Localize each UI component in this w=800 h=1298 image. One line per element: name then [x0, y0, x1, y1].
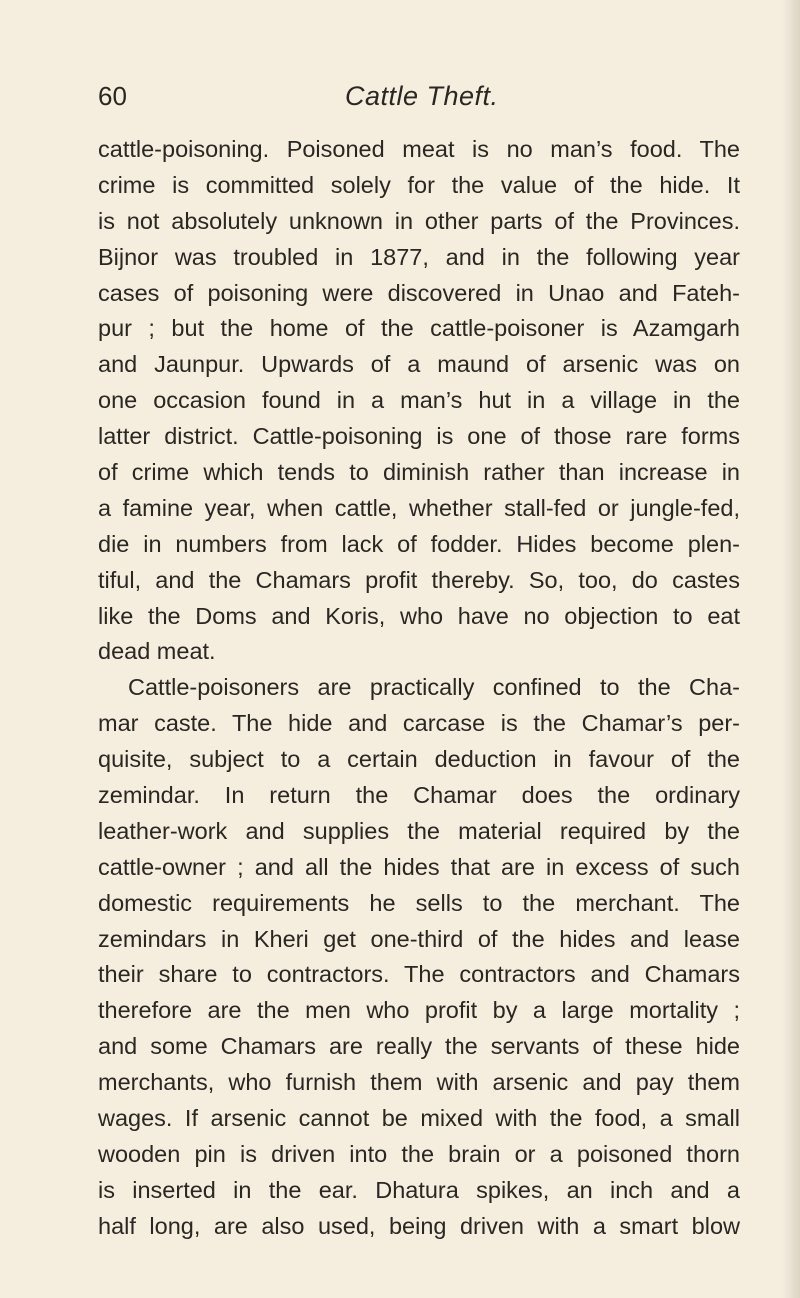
text-line: pur ; but the home of the cattle-poisoner is Azamgarh — [98, 315, 740, 342]
page-number: 60 — [98, 81, 127, 111]
text-line: cattle-poisoning. Poisoned meat is no man’s food. The — [98, 136, 740, 162]
text-line: is inserted in the ear. Dhatura spikes, an inch and a — [98, 1176, 740, 1203]
text-line: dead meat. — [98, 638, 216, 665]
text-line: zemindar. In return the Chamar does the ordinary — [98, 782, 740, 809]
text-line: one occasion found in a man’s hut in a village in the — [98, 387, 740, 414]
text-line: wages. If arsenic cannot be mixed with the food, a small — [98, 1105, 740, 1132]
text-line: of crime which tends to diminish rather than increase in — [98, 459, 740, 486]
text-line: crime is committed solely for the value of the hide. It — [98, 171, 740, 198]
text-line: like the Doms and Koris, who have no objection to eat — [98, 602, 740, 629]
text-line: their share to contractors. The contractors and Chamars — [98, 961, 740, 988]
text-line: wooden pin is driven into the brain or a poisoned thorn — [98, 1140, 740, 1167]
text-line: Cattle-poisoners are practically confined to the Cha- — [128, 674, 740, 701]
running-title: Cattle Theft. — [345, 81, 499, 111]
text-line: mar caste. The hide and carcase is the Chamar’s per- — [98, 710, 740, 737]
text-line: leather-work and supplies the material required by the — [98, 817, 740, 844]
text-line: a famine year, when cattle, whether stall-fed or jungle-fed, — [98, 494, 740, 521]
text-line: Bijnor was troubled in 1877, and in the following year — [98, 243, 740, 270]
text-line: therefore are the men who profit by a large mortality ; — [98, 997, 740, 1024]
running-head — [98, 76, 738, 116]
text-line: latter district. Cattle-poisoning is one of those rare forms — [98, 423, 740, 450]
text-line: domestic requirements he sells to the merchant. The — [98, 889, 740, 916]
text-line: quisite, subject to a certain deduction in favour of the — [98, 746, 740, 773]
body-text — [98, 132, 740, 1245]
text-line: cases of poisoning were discovered in Unao and Fateh- — [98, 279, 740, 306]
text-line: cattle-owner ; and all the hides that are in excess of such — [98, 853, 740, 880]
text-line: is not absolutely unknown in other parts of the Provinces. — [98, 207, 740, 234]
text-line: zemindars in Kheri get one-third of the hides and lease — [98, 925, 740, 952]
text-line: merchants, who furnish them with arsenic and pay them — [98, 1069, 740, 1096]
text-line: and Jaunpur. Upwards of a maund of arsenic was on — [98, 351, 740, 378]
page-edge-shadow — [782, 0, 800, 1298]
text-line: tiful, and the Chamars profit thereby. So, too, do castes — [98, 566, 740, 593]
text-line: die in numbers from lack of fodder. Hides become plen- — [98, 530, 740, 557]
text-line: and some Chamars are really the servants of these hide — [98, 1033, 740, 1060]
text-line: half long, are also used, being driven with a smart blow — [98, 1212, 740, 1239]
